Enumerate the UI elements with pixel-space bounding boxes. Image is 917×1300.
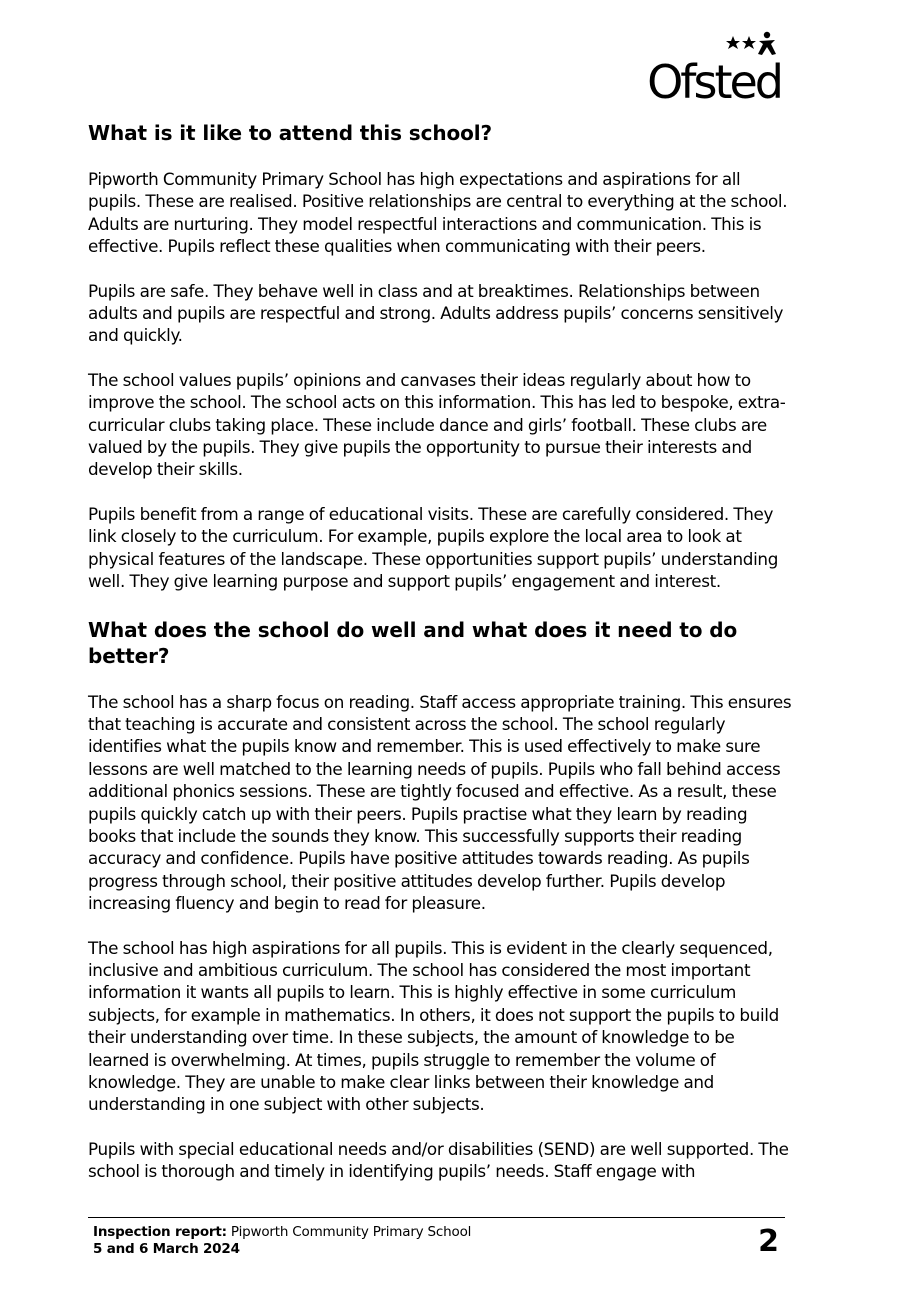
- paragraph: The school has a sharp focus on reading. Staff access appropriate training. This ensures that teaching is accurate and consistent across the school. The school regularly identifies what the pupils know and remember. This is used effectively to make sure lessons are well matched to the learning needs of pupils. Pupils who fall behind access additional phonics sessions. These are tightly focused and effective. As a result, these pupils quickly catch up with their peers. Pupils practise what they learn by reading books that include the sounds they know. This successfully supports their reading accuracy and confidence. Pupils have positive attitudes towards reading. As pupils progress through school, their positive attitudes develop further. Pupils develop increasing fluency and begin to read for pleasure.: [88, 691, 792, 914]
- footer-report-label: Inspection report:: [93, 1224, 227, 1240]
- footer-dates-line: [93, 1241, 785, 1258]
- ofsted-logo: [645, 30, 785, 102]
- section-heading-do-well: What does the school do well and what does it need to do better?: [88, 617, 738, 668]
- paragraph: The school has high aspirations for all pupils. This is evident in the clearly sequenced, inclusive and ambitious curriculum. The school has considered the most important information it wants all pupils to learn. This is highly effective in some curriculum subjects, for example in mathematics. In others, it does not support the pupils to build their understanding over time. In these subjects, the amount of knowledge to be learned is overwhelming. At times, pupils struggle to remember the volume of knowledge. They are unable to make clear links between their knowledge and understanding in one subject with other subjects.: [88, 937, 779, 1115]
- page-number: 2: [758, 1224, 779, 1259]
- ofsted-logo-icon: [645, 30, 785, 102]
- footer-school-name: Pipworth Community Primary School: [230, 1224, 472, 1240]
- paragraph: Pipworth Community Primary School has high expectations and aspirations for all pupils. These are realised. Positive relationships are central to everything at the school. Adults are nurturing. They model respectful interactions and communication. This is effective. Pupils reflect these qualities when communicating with their peers.: [88, 169, 788, 257]
- paragraph: Pupils are safe. They behave well in class and at breaktimes. Relationships between adults and pupils are respectful and strong. Adults address pupils’ concerns sensitively and quickly.: [88, 280, 784, 346]
- paragraph: The school values pupils’ opinions and canvases their ideas regularly about how to improve the school. The school acts on this information. This has led to bespoke, extra-curricular clubs taking place. These include dance and girls’ football. These clubs are valued by the pupils. They give pupils the opportunity to pursue their interests and develop their skills.: [88, 369, 786, 480]
- section-heading-attend: What is it like to attend this school?: [88, 121, 493, 145]
- main-content: [88, 120, 793, 1205]
- footer-report-line: [93, 1224, 785, 1241]
- paragraph: Pupils with special educational needs and/or disabilities (SEND) are well supported. The school is thorough and timely in identifying pupils’ needs. Staff engage with: [88, 1138, 789, 1182]
- paragraph: Pupils benefit from a range of educational visits. These are carefully considered. They link closely to the curriculum. For example, pupils explore the local area to look at physical features of the landscape. These opportunities support pupils’ understanding well. They give learning purpose and support pupils’ engagement and interest.: [88, 503, 778, 592]
- page-footer: [88, 1217, 785, 1272]
- svg-text:Ofsted: Ofsted: [647, 55, 781, 102]
- footer-dates: 5 and 6 March 2024: [93, 1241, 240, 1257]
